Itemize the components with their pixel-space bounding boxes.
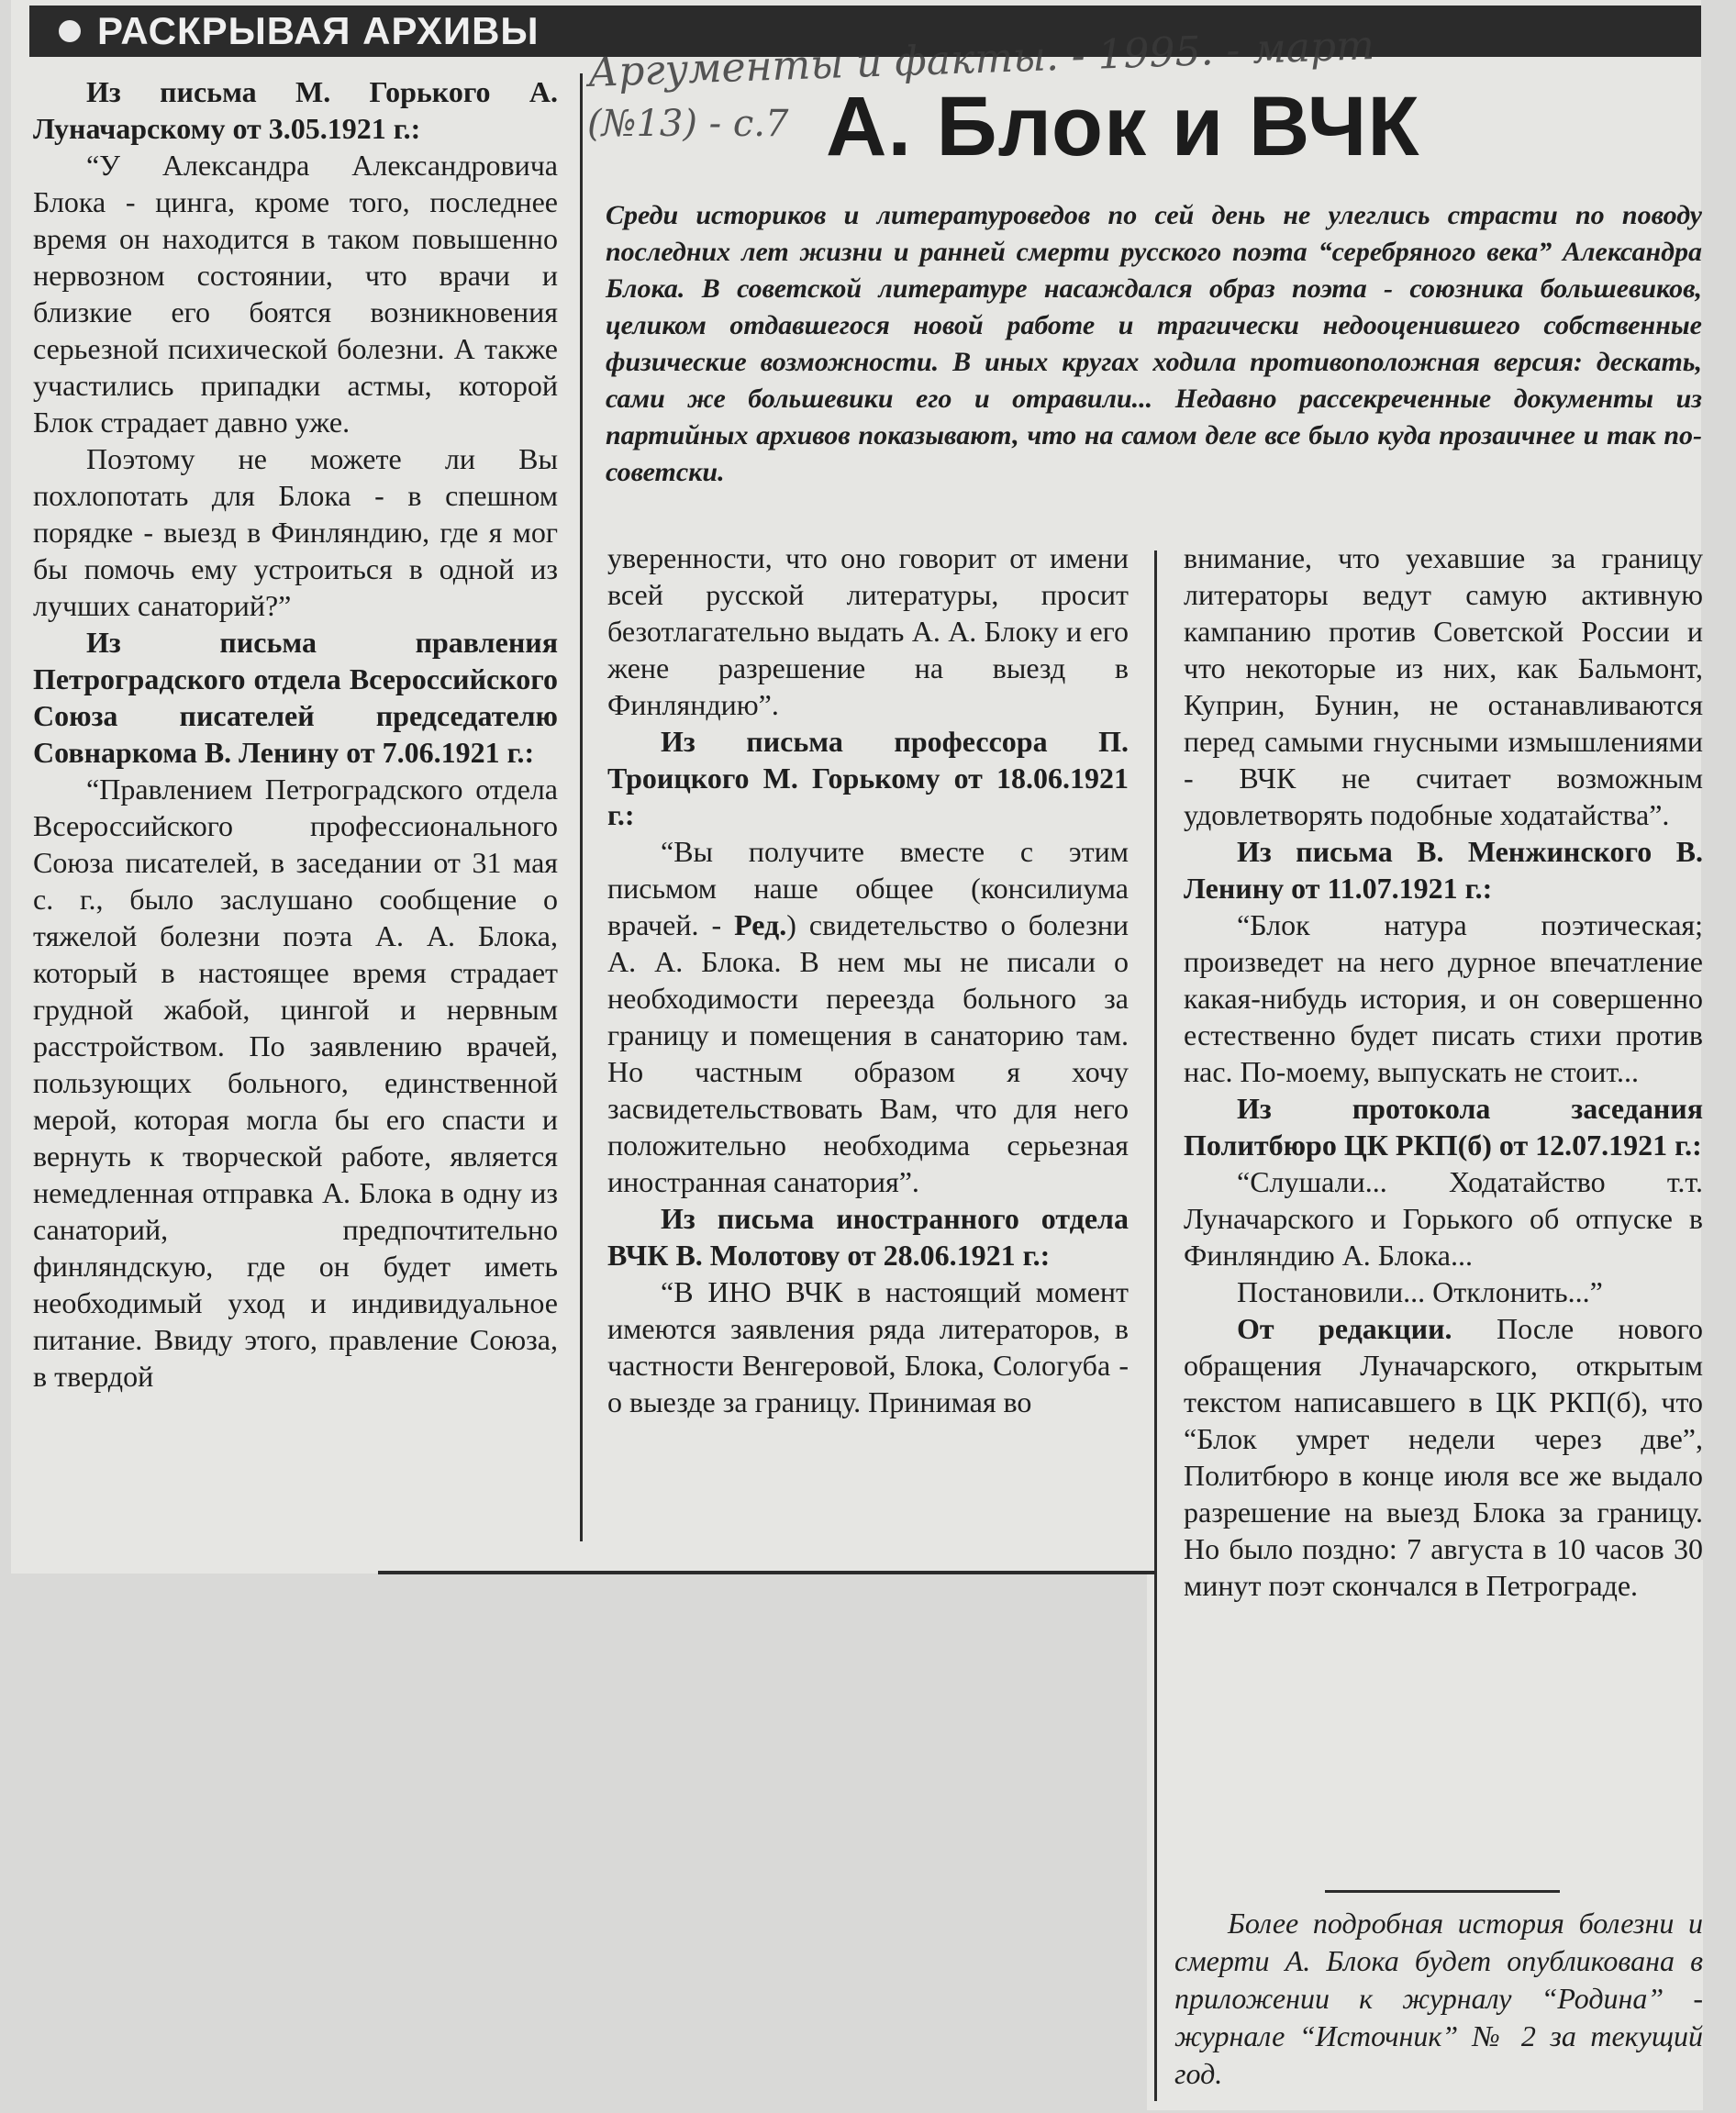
troitsky-text-b: ) свидетельство о болезни А. А. Блока. В нем мы не писали о необходимости переезда больного за границу и помещения в санаторию там. Но частным образом я хочу засвидетельствовать Вам, что для него положительно необходима серьезная иностранная санатория”. [607, 908, 1129, 1198]
gorky-letter-heading: Из письма М. Горького А. Луначарскому от 3.05.1921 г.: [33, 75, 558, 145]
troitsky-letter-heading: Из письма профессора П. Троицкого М. Горькому от 18.06.1921 г.: [607, 725, 1129, 831]
headline: А. Блок и ВЧК [826, 80, 1420, 173]
vchk-letter-text: “В ИНО ВЧК в настоящий момент имеются заявления ряда литераторов, в частности Венгеровой, Блока, Сологуба - о выезде за границу. Принимая во [607, 1275, 1129, 1418]
closing-note: Более подробная история болезни и смерти А. Блока будет опубликована в приложении к журналу “Родина” - журнале “Источник” № 2 за текущий год. [1174, 1907, 1703, 2090]
editorial-label: От редакции. [1237, 1312, 1452, 1345]
union-letter-continued: уверенности, что оно говорит от имени всей русской литературы, просит безотлагательно выдать А. А. Блоку и его жене разрешение на выезд в Финляндию”. [607, 541, 1129, 721]
handwritten-page-note: (№13) - с.7 [587, 103, 789, 145]
union-letter-text: “Правлением Петроградского отдела Всероссийского профессионального Союза писателей, в заседании от 31 мая с. г., было заслушано сообщение о тяжелой болезни поэта А. А. Блока, который в настоящее время страдает грудной жабой, цингой и нервным расстройством. По заявлению врачей, пользующих больного, единственной мерой, которая могла бы его спасти и вернуть к творческой работе, является немедленная отправка А. Блока в одну из санаторий, предпочтительно финляндскую, где он будет иметь необходимый уход и индивидуальное питание. Ввиду этого, правление Союза, в твердой [33, 773, 558, 1393]
lead-paragraph: Среди историков и литературоведов по сей день не улеглись страсти по поводу последних лет жизни и ранней смерти русского поэта “серебряного века” Александра Блока. В советской литературе насаждался образ поэта - союзника большевиков, целиком отдавшегося новой работе и трагически недооценившего собственные физические возможности. В иных кругах ходила противоположная версия: дескать, сами же большевики его и отравили... Недавно рассекреченные документы из партийных архивов показывают, что на самом деле все было куда прозаичнее и так по-советски. [606, 200, 1702, 487]
editor-abbrev: Ред. [734, 908, 787, 941]
troitsky-letter-text [607, 833, 1129, 1200]
bullet-icon [59, 20, 81, 42]
column-1 [33, 73, 558, 1395]
gorky-letter-text-2: Поэтому не можете ли Вы похлопотать для Блока - в спешном порядке - выезд в Финляндию, где я мог бы помочь ему устроиться в одной из лучших санаторий?” [33, 442, 558, 622]
vchk-letter-continued: внимание, что уехавшие за границу литераторы ведут самую активную кампанию против Советской России и что некоторые из них, как Бальмонт, Куприн, Бунин, не останавливаются перед самыми гнусными измышлениями - ВЧК не считает возможным удовлетворять подобные ходатайства”. [1184, 541, 1703, 831]
vchk-letter-heading: Из письма иностранного отдела ВЧК В. Молотову от 28.06.1921 г.: [607, 1202, 1129, 1272]
menzhinsky-letter-heading: Из письма В. Менжинского В. Ленину от 11.07.1921 г.: [1184, 835, 1703, 905]
politburo-protocol-heading: Из протокола заседания Политбюро ЦК РКП(б) от 12.07.1921 г.: [1184, 1092, 1703, 1162]
column-2 [607, 539, 1129, 1420]
bottom-rule [378, 1571, 1154, 1574]
rubric-title: РАСКРЫВАЯ АРХИВЫ [97, 9, 540, 52]
politburo-protocol-text-2: Постановили... Отклонить...” [1237, 1275, 1603, 1308]
editorial-note [1184, 1310, 1703, 1604]
troitsky-text-a: “Вы получите вместе с этим письмом наше общее (консилиума врачей. - [607, 835, 1129, 941]
union-letter-heading: Из письма правления Петроградского отдела Всероссийского Союза писателей председателю Совнаркома В. Ленину от 7.06.1921 г.: [33, 626, 558, 769]
column-3 [1184, 539, 1703, 1604]
gorky-letter-text-1: “У Александра Александровича Блока - цинга, кроме того, последнее время он находится в таком повышенно нервозном состоянии, что врачи и близкие его боятся возникновения серьезной психической болезни. А также участились припадки астмы, которой Блок страдает давно уже. [33, 149, 558, 439]
menzhinsky-letter-text: “Блок натура поэтическая; произведет на него дурное впечатление какая-нибудь история, и он совершенно естественно будет писать стихи против нас. По-моему, выпускать не стоит... [1184, 908, 1703, 1088]
handwritten-source-note: Аргументы и факты. - 1995. - март [587, 22, 1375, 96]
editorial-text: После нового обращения Луначарского, открытым текстом написавшего в ЦК РКП(б), что “Блок умрет недели через две”, Политбюро в конце июля все же выдало разрешение на выезд Блока за границу. Но было поздно: 7 августа в 10 часов 30 минут поэт скончался в Петрограде. [1184, 1312, 1704, 1602]
column-divider-2 [1154, 550, 1157, 2101]
closing-separator [1325, 1890, 1560, 1893]
column-divider-1 [580, 73, 583, 1541]
politburo-protocol-text-1: “Слушали... Ходатайство т.т. Луначарского и Горького об отпуске в Финляндию А. Блока... [1184, 1165, 1703, 1272]
